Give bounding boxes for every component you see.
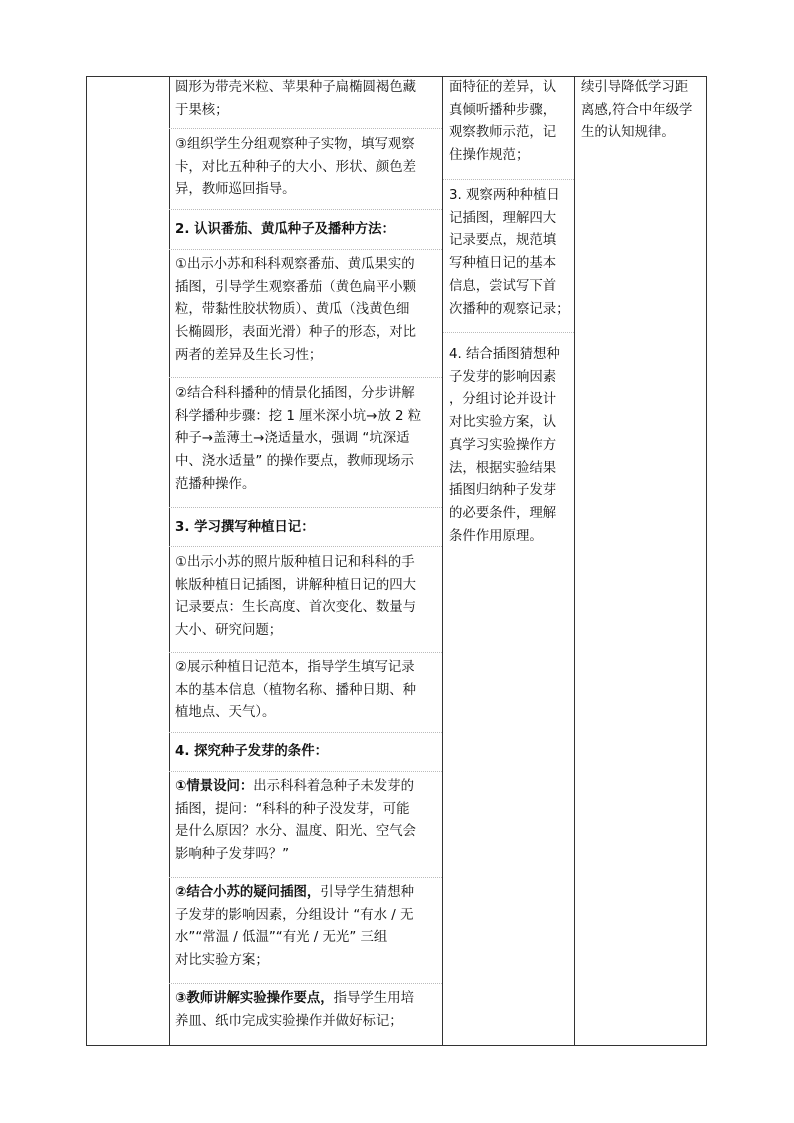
text-line: 的必要条件，理解: [449, 505, 557, 521]
text-block: [175, 657, 416, 725]
text-line: 插图，引导学生观察番茄（黄色扁平小颗: [175, 279, 417, 295]
text-line: ②展示种植日记范本，指导学生填写记录: [175, 660, 415, 675]
text-line: 记录要点：生长高度、首次变化、数量与: [175, 600, 417, 616]
text-line: 记插图，理解四大: [449, 210, 557, 226]
text-block: [175, 988, 414, 1033]
text-line: 长椭圆形，表面光滑）种子的形态，对比: [175, 325, 417, 341]
text-line: 插图，提问：“科科的种子没发芽，可能: [175, 801, 410, 817]
text-line: 续引导降低学习距: [581, 80, 689, 95]
text-line: 中、浇水适量” 的操作要点，教师现场示: [175, 454, 414, 470]
text-line: 3. 观察两种种植日: [449, 188, 560, 203]
emphasis-label: ①情景设问：: [175, 779, 254, 794]
text-line: 大小、研究问题；: [175, 623, 283, 639]
text-block: [175, 254, 416, 368]
text-block: [175, 77, 416, 122]
text-line: 水”“常温 / 低温”“有光 / 无光” 三组: [175, 930, 388, 946]
text-line: [175, 882, 414, 905]
text-run: 引导学生猜想种: [320, 885, 414, 900]
emphasis-label: ③教师讲解实验操作要点，: [175, 991, 334, 1006]
design-intent-cell: [575, 77, 708, 1045]
text-block: [581, 77, 692, 145]
first-column-cell: [87, 77, 169, 1045]
section-heading: [175, 219, 395, 242]
emphasis-label: ②结合小苏的疑问插图，: [175, 885, 321, 900]
text-line: 两者的差异及生长习性；: [175, 347, 323, 363]
text-line: 真学习实验操作方: [449, 437, 557, 453]
text-line: 异，教师巡回指导。: [175, 182, 296, 198]
text-line: 本的基本信息（植物名称、播种日期、种: [175, 682, 417, 698]
text-block: [175, 776, 416, 867]
text-block: [175, 882, 414, 973]
text-line: 科学播种步骤：挖 1 厘米深小坑→放 2 粒: [175, 408, 422, 424]
text-line: [175, 988, 414, 1011]
text-block: [449, 77, 556, 168]
text-line: 条件作用原理。: [449, 528, 543, 544]
text-line: ，分组讨论并设计: [449, 392, 557, 408]
teaching-process-cell: [169, 77, 442, 1045]
text-line: ③组织学生分组观察种子实物，填写观察: [175, 137, 415, 152]
text-block: [449, 344, 560, 548]
section-heading: [175, 741, 328, 764]
text-block: [175, 383, 421, 497]
text-line: 4. 探究种子发芽的条件：: [175, 744, 328, 759]
text-line: 粒，带黏性胶状物质）、黄瓜（浅黄色细: [175, 302, 410, 318]
text-line: 写种植日记的基本: [449, 256, 557, 272]
text-line: 子发芽的影响因素，分组设计 “有水 / 无: [175, 907, 414, 923]
text-line: 对比实验方案；: [175, 953, 269, 969]
text-line: 对比实验方案，认: [449, 415, 557, 431]
text-line: [175, 776, 416, 799]
text-line: 圆形为带壳米粒、苹果种子扁椭圆褐色藏: [175, 80, 417, 95]
text-line: 住操作规范；: [449, 148, 530, 164]
text-line: 种子→盖薄土→浇适量水，强调 “坑深适: [175, 431, 410, 447]
text-block: [175, 134, 416, 202]
text-line: 生的认知规律。: [581, 125, 675, 141]
text-line: 卡，对比五种种子的大小、形状、颜色差: [175, 159, 417, 175]
text-line: ①出示小苏的照片版种植日记和科科的手: [175, 555, 415, 570]
text-line: 离感,符合中年级学: [581, 102, 693, 118]
section-heading: [175, 517, 315, 540]
text-run: 指导学生用培: [333, 991, 414, 1006]
text-line: 次播种的观察记录；: [449, 301, 570, 317]
text-line: 记录要点，规范填: [449, 233, 557, 249]
text-line: 植地点、天气）。: [175, 705, 276, 721]
text-run: 出示科科着急种子未发芽的: [253, 779, 414, 794]
text-line: 4. 结合插图猜想种: [449, 347, 560, 362]
text-line: 法，根据实验结果: [449, 460, 557, 476]
text-line: 子发芽的影响因素: [449, 369, 557, 385]
text-line: 是什么原因？水分、温度、阳光、空气会: [175, 824, 417, 840]
text-block: [449, 185, 570, 321]
text-line: 帐版种植日记插图，讲解种植日记的四大: [175, 577, 417, 593]
text-line: 真倾听播种步骤，: [449, 102, 557, 118]
text-block: [175, 552, 416, 643]
text-line: 于果核；: [175, 102, 229, 118]
text-line: 观察教师示范，记: [449, 125, 557, 141]
text-line: ②结合科科播种的情景化插图，分步讲解: [175, 386, 415, 401]
text-line: 插图归纳种子发芽: [449, 483, 557, 499]
text-line: 养皿、纸巾完成实验操作并做好标记；: [175, 1013, 403, 1029]
lesson-plan-table: [86, 76, 707, 1046]
text-line: ①出示小苏和科科观察番茄、黄瓜果实的: [175, 257, 415, 272]
text-line: 3. 学习撰写种植日记：: [175, 520, 315, 535]
text-line: 面特征的差异，认: [449, 80, 557, 95]
text-line: 范播种操作。: [175, 476, 256, 492]
text-line: 信息，尝试写下首: [449, 278, 557, 294]
text-line: 影响种子发芽吗？”: [175, 847, 290, 863]
student-activity-cell: [443, 77, 574, 1045]
text-line: 2. 认识番茄、黄瓜种子及播种方法：: [175, 222, 395, 237]
